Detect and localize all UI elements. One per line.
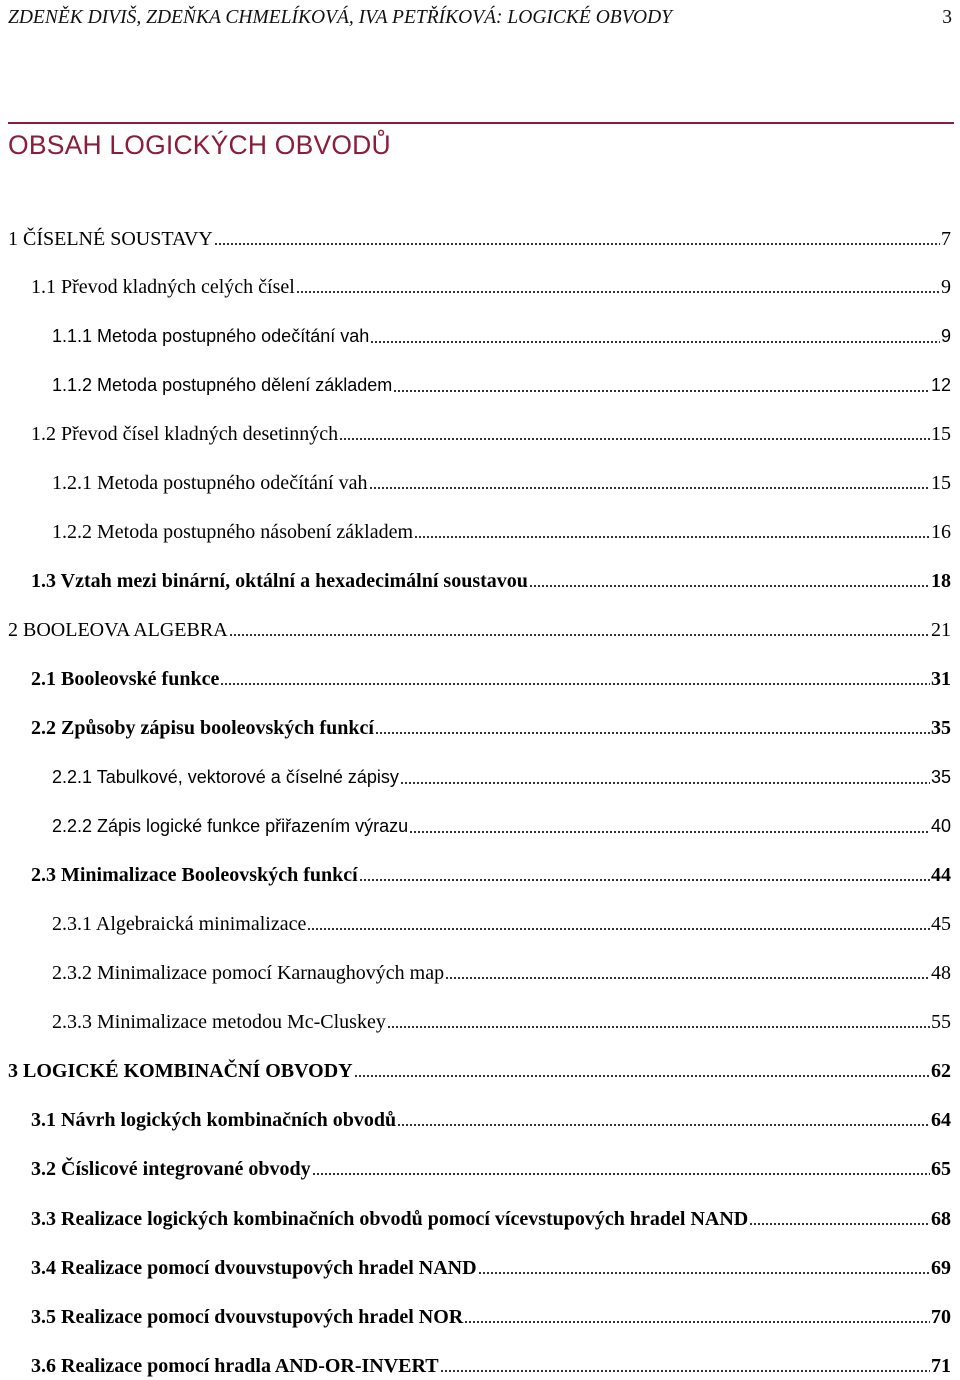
dot-leader bbox=[387, 1025, 930, 1029]
page-number: 3 bbox=[942, 7, 952, 28]
toc-entry-label: 2.2.1 Tabulkové, vektorové a číselné zápisy bbox=[52, 767, 399, 787]
dot-leader bbox=[359, 878, 930, 882]
toc-entry-section[interactable] bbox=[31, 858, 951, 888]
dot-leader bbox=[529, 584, 930, 588]
toc-entry-subsection[interactable] bbox=[52, 809, 951, 839]
toc-entry-subsection[interactable] bbox=[52, 907, 951, 937]
toc-entry-section[interactable] bbox=[31, 1349, 951, 1379]
toc-entry-page: 68 bbox=[931, 1208, 951, 1230]
toc-entry-label: 1.2.1 Metoda postupného odečítání vah bbox=[52, 472, 368, 494]
toc-entry-chapter[interactable] bbox=[8, 1054, 951, 1084]
toc-entry-page: 35 bbox=[930, 767, 951, 787]
dot-leader bbox=[354, 1074, 930, 1078]
dot-leader bbox=[393, 389, 930, 393]
dot-leader bbox=[445, 976, 930, 980]
toc-entry-page: 62 bbox=[931, 1060, 951, 1082]
toc-entry-label: 3.3 Realizace logických kombinačních obvodů pomocí vícevstupových hradel NAND bbox=[31, 1208, 749, 1230]
dot-leader bbox=[375, 731, 930, 735]
toc-entry-label: 2.3.3 Minimalizace metodou Mc-Cluskey bbox=[52, 1011, 386, 1033]
toc-entry-label: 3 LOGICKÉ KOMBINAČNÍ OBVODY bbox=[8, 1060, 353, 1082]
toc-entry-section[interactable] bbox=[31, 1202, 951, 1232]
toc-entry-section[interactable] bbox=[31, 417, 951, 447]
toc-entry-label: 1.2 Převod čísel kladných desetinných bbox=[31, 423, 339, 445]
toc-entry-section[interactable] bbox=[31, 564, 951, 594]
toc-entry-chapter[interactable] bbox=[8, 222, 951, 252]
toc-entry-chapter[interactable] bbox=[8, 613, 951, 643]
toc-entry-section[interactable] bbox=[31, 711, 951, 741]
dot-leader bbox=[229, 633, 930, 637]
dot-leader bbox=[440, 1369, 930, 1373]
toc-entry-page: 15 bbox=[931, 472, 951, 494]
dot-leader bbox=[369, 486, 931, 490]
toc-entry-subsection[interactable] bbox=[52, 1005, 951, 1035]
toc-entry-label: 3.6 Realizace pomocí hradla AND-OR-INVERT bbox=[31, 1355, 439, 1377]
toc-entry-label: 3.2 Číslicové integrované obvody bbox=[31, 1158, 311, 1180]
toc-entry-section[interactable] bbox=[31, 1103, 951, 1133]
toc-entry-subsection[interactable] bbox=[52, 760, 951, 790]
toc-entry-page: 70 bbox=[931, 1306, 951, 1328]
toc-entry-page: 71 bbox=[931, 1355, 951, 1377]
toc-entry-subsection[interactable] bbox=[52, 466, 951, 496]
toc-entry-label: 2.1 Booleovské funkce bbox=[31, 668, 220, 690]
dot-leader bbox=[409, 830, 930, 834]
toc-entry-page: 55 bbox=[931, 1011, 951, 1033]
dot-leader bbox=[370, 340, 940, 344]
toc-entry-section[interactable] bbox=[31, 1152, 951, 1182]
dot-leader bbox=[214, 242, 940, 246]
dot-leader bbox=[397, 1123, 930, 1127]
toc-heading: OBSAH LOGICKÝCH OBVODŮ bbox=[8, 130, 391, 160]
toc-entry-label: 1.1.1 Metoda postupného odečítání vah bbox=[52, 326, 370, 346]
toc-entry-page: 12 bbox=[930, 375, 951, 395]
toc-entry-label: 3.5 Realizace pomocí dvouvstupových hradel NOR bbox=[31, 1306, 464, 1328]
toc-entry-section[interactable] bbox=[31, 1251, 951, 1281]
toc-entry-page: 18 bbox=[931, 570, 951, 592]
dot-leader bbox=[220, 682, 930, 686]
toc-entry-page: 16 bbox=[931, 521, 951, 543]
toc-entry-page: 40 bbox=[930, 816, 951, 836]
dot-leader bbox=[296, 290, 940, 294]
toc-entry-page: 9 bbox=[941, 276, 951, 298]
toc-entry-page: 44 bbox=[931, 864, 951, 886]
toc-entry-label: 2.3.1 Algebraická minimalizace bbox=[52, 913, 307, 935]
toc-entry-label: 3.4 Realizace pomocí dvouvstupových hradel NAND bbox=[31, 1257, 477, 1279]
toc-entry-label: 1.1 Převod kladných celých čísel bbox=[31, 276, 295, 298]
dot-leader bbox=[414, 535, 930, 539]
toc-entry-page: 45 bbox=[931, 913, 951, 935]
toc-entry-page: 9 bbox=[940, 326, 951, 346]
dot-leader bbox=[478, 1271, 930, 1275]
running-title: ZDENĚK DIVIŠ, ZDEŇKA CHMELÍKOVÁ, IVA PETŘÍKOVÁ: LOGICKÉ OBVODY bbox=[8, 7, 673, 28]
toc-entry-label: 2.3 Minimalizace Booleovských funkcí bbox=[31, 864, 358, 886]
toc-entry-page: 7 bbox=[941, 228, 951, 250]
toc-entry-section[interactable] bbox=[31, 270, 951, 300]
dot-leader bbox=[400, 781, 930, 785]
toc-entry-page: 48 bbox=[931, 962, 951, 984]
toc-entry-label: 1.1.2 Metoda postupného dělení základem bbox=[52, 375, 393, 395]
toc-entry-page: 65 bbox=[931, 1158, 951, 1180]
toc-entry-subsection[interactable] bbox=[52, 515, 951, 545]
toc-entry-section[interactable] bbox=[31, 662, 951, 692]
dot-leader bbox=[464, 1320, 930, 1324]
toc-entry-label: 2 BOOLEOVA ALGEBRA bbox=[8, 619, 228, 641]
toc-entry-page: 64 bbox=[931, 1109, 951, 1131]
toc-entry-label: 2.3.2 Minimalizace pomocí Karnaughových map bbox=[52, 962, 445, 984]
dot-leader bbox=[339, 437, 930, 441]
toc-entry-page: 69 bbox=[931, 1257, 951, 1279]
toc-entry-page: 21 bbox=[931, 619, 951, 641]
toc-entry-label: 1.3 Vztah mezi binární, oktální a hexadecimální soustavou bbox=[31, 570, 528, 592]
toc-entry-section[interactable] bbox=[31, 1300, 951, 1330]
toc-entry-label: 3.1 Návrh logických kombinačních obvodů bbox=[31, 1109, 397, 1131]
toc-entry-label: 2.2.2 Zápis logické funkce přiřazením výrazu bbox=[52, 816, 409, 836]
dot-leader bbox=[749, 1222, 930, 1226]
toc-entry-label: 1.2.2 Metoda postupného násobení základem bbox=[52, 521, 414, 543]
toc-entry-subsection[interactable] bbox=[52, 319, 951, 349]
toc-entry-page: 35 bbox=[931, 717, 951, 739]
toc-entry-subsection[interactable] bbox=[52, 956, 951, 986]
toc-entry-label: 2.2 Způsoby zápisu booleovských funkcí bbox=[31, 717, 374, 739]
dot-leader bbox=[312, 1172, 930, 1176]
toc-entry-subsection[interactable] bbox=[52, 368, 951, 398]
toc-entry-label: 1 ČÍSELNÉ SOUSTAVY bbox=[8, 228, 213, 250]
dot-leader bbox=[307, 927, 930, 931]
toc-entry-page: 15 bbox=[931, 423, 951, 445]
toc-entry-page: 31 bbox=[931, 668, 951, 690]
